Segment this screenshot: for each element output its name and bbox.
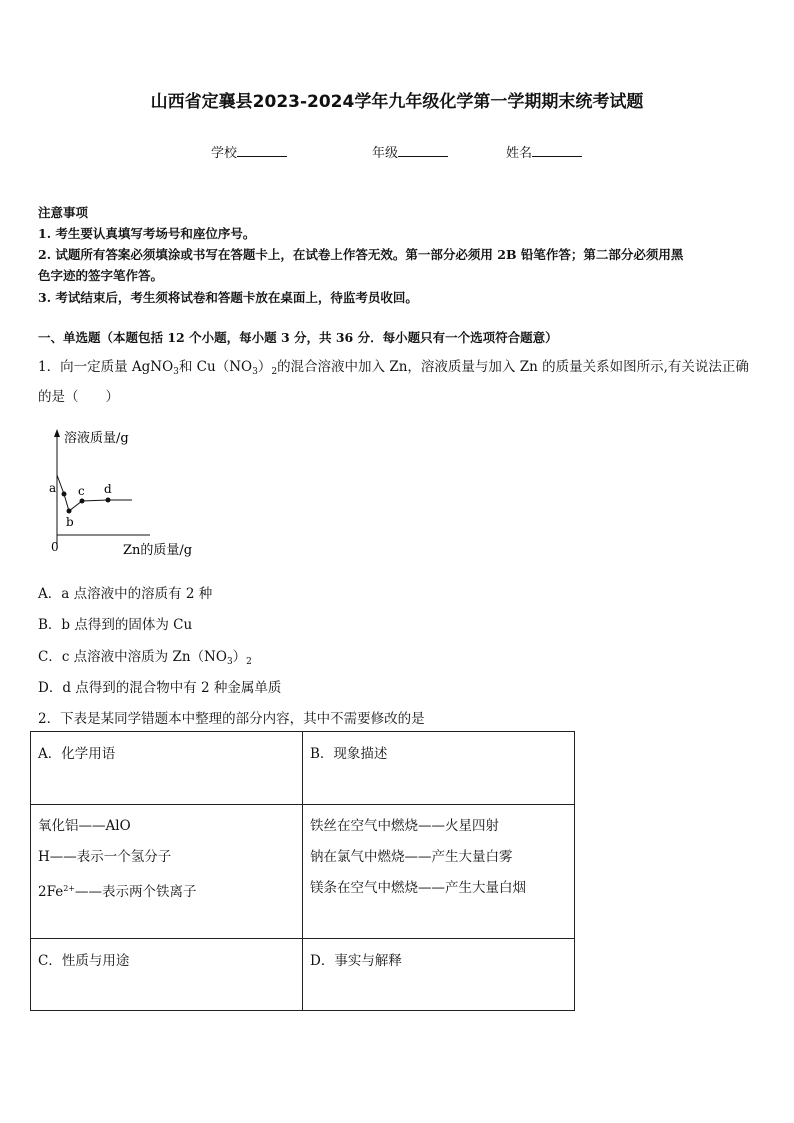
option-c-sub-b: 2 [246,657,252,667]
table-row [31,939,575,1011]
q1-text-c: ） [257,359,272,375]
q1-text-a: 1．向一定质量 AgNO [38,359,174,375]
q1-text-b: 和 Cu（NO [178,359,253,375]
origin-label: 0 [51,540,59,554]
q1-sub-b: 3 [252,367,258,377]
option-d: D．d 点得到的混合物中有 2 种金属单质 [38,680,282,696]
point-d [106,498,111,503]
cell-a-line-1: 氧化铝——AlO [38,818,131,834]
table-row [31,732,575,805]
option-a: A．a 点溶液中的溶质有 2 种 [38,586,213,602]
mass-curve [57,475,132,511]
label-d: d [104,482,112,496]
q1-sub-a: 3 [173,367,179,377]
school-field [211,142,287,161]
cell-c-head [31,939,303,1011]
section-heading: 一、单选题（本题包括 12 个小题，每小题 3 分，共 36 分．每小题只有一个选项符合题意） [38,330,558,345]
cell-a-line-3-sup: 2+ [63,884,76,893]
cell-a-line-3 [38,873,302,908]
cell-b-line-3: 镁条在空气中燃烧——产生大量白烟 [310,880,526,896]
point-b [67,509,72,514]
option-c-text-a: C．c 点溶液中溶质为 Zn（NO [38,649,227,665]
point-a [62,492,67,497]
x-axis-label: Zn的质量/g [123,543,193,558]
q1-sub-c: 2 [271,367,278,377]
option-b: B．b 点得到的固体为 Cu [38,617,193,633]
note-line-3: 3. 考试结束后，考生须将试卷和答题卡放在桌面上，待监考员收回。 [38,290,418,305]
cell-b-line-1: 铁丝在空气中燃烧——火星四射 [310,818,499,834]
name-field [506,142,582,161]
cell-b-head-text: B．现象描述 [310,746,388,762]
cell-a-body [31,805,303,939]
label-c: c [78,484,85,498]
grade-blank [398,144,448,157]
point-c [80,499,85,504]
school-blank [237,144,287,157]
table-row [31,805,575,939]
option-c-text-b: ） [232,649,247,665]
cell-a-head [31,732,303,805]
school-label: 学校 [211,146,238,161]
cell-a-line-3-post: ——表示两个铁离子 [75,884,197,900]
question-1-stem-cont: 的是（ ） [38,389,119,405]
cell-b-line-2: 钠在氯气中燃烧——产生大量白雾 [310,849,513,865]
name-label: 姓名 [506,146,533,161]
option-c-sub-a: 3 [226,657,233,667]
cell-a-head-text: A．化学用语 [38,746,116,762]
cell-b-head [303,732,575,805]
cell-a-line-2: H——表示一个氢分子 [38,849,172,865]
grade-label: 年级 [372,146,399,161]
question-1-stem [38,355,749,377]
page-title: 山西省定襄县2023-2024学年九年级化学第一学期期末统考试题 [150,92,644,112]
note-line-2-cont: 色字迹的签字笔作答。 [38,268,164,283]
cell-c-head-text: C．性质与用途 [38,953,130,969]
notes-heading: 注意事项 [38,205,89,220]
cell-d-head-text: D．事实与解释 [310,953,402,969]
cell-a-line-3-pre: 2Fe [38,884,64,900]
solution-mass-graph [40,425,210,565]
cell-d-head [303,939,575,1011]
question-2-table [30,731,575,1011]
grade-field [372,142,448,161]
label-a: a [49,481,57,495]
option-c [38,645,252,667]
y-axis-arrow [54,429,60,437]
cell-b-body [303,805,575,939]
note-line-1: 1. 考生要认真填写考场号和座位序号。 [38,226,256,241]
note-line-2: 2. 试题所有答案必须填涂或书写在答题卡上，在试卷上作答无效。第一部分必须用 2B 铅笔作答；第二部分必须用黑 [38,247,684,262]
q1-text-d: 的混合溶液中加入 Zn，溶液质量与加入 Zn 的质量关系如图所示,有关说法正确 [277,359,749,375]
question-2-stem: 2．下表是某同学错题本中整理的部分内容，其中不需要修改的是 [38,711,425,727]
y-axis-label: 溶液质量/g [64,431,129,446]
name-blank [532,144,582,157]
label-b: b [66,515,74,529]
